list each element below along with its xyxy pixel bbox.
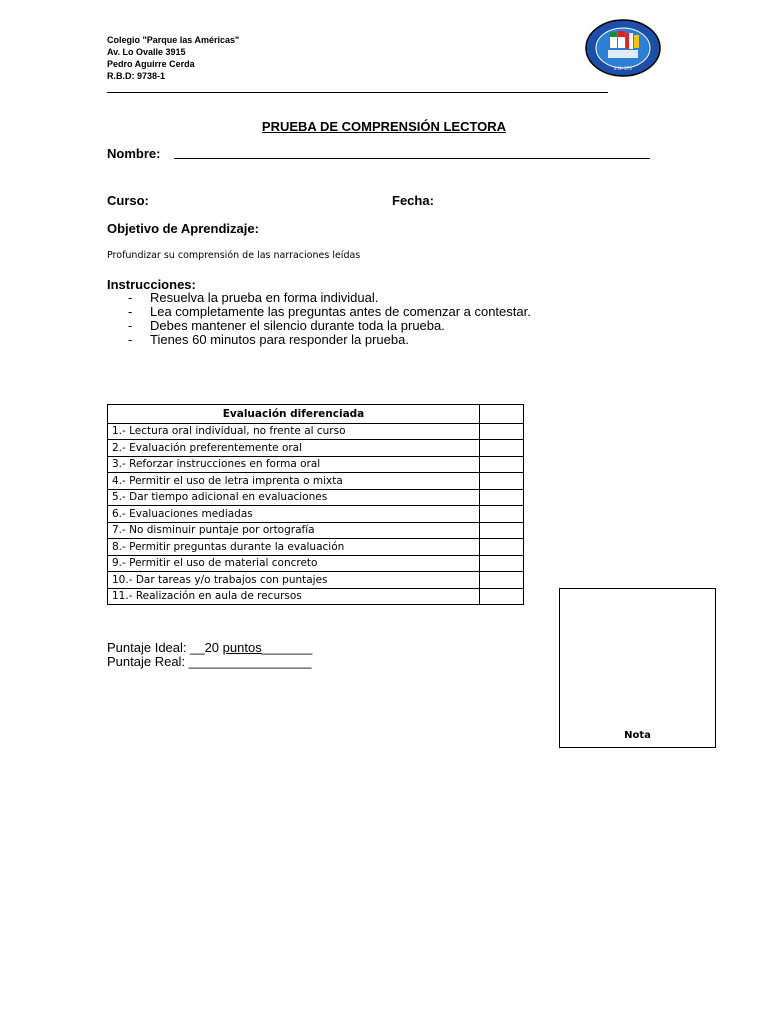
eval-check-cell[interactable] xyxy=(480,588,524,605)
eval-item: 7.- No disminuir puntaje por ortografía xyxy=(108,522,480,539)
list-dash: - xyxy=(128,290,133,305)
logo-bottom-text: E Nº 573 xyxy=(614,66,632,71)
school-name: Colegio "Parque las Américas" xyxy=(107,35,240,45)
table-row xyxy=(108,440,524,457)
table-row xyxy=(108,473,524,490)
puntaje-ideal-label: Puntaje Ideal: __20 xyxy=(107,640,223,655)
list-dash: - xyxy=(128,332,133,347)
fecha-label: Fecha: xyxy=(392,193,434,208)
objetivo-text: Profundizar su comprensión de las narraciones leídas xyxy=(107,250,361,261)
puntaje-ideal-tail: _______ xyxy=(261,640,313,655)
table-header-row xyxy=(108,405,524,424)
eval-item: 4.- Permitir el uso de letra imprenta o mixta xyxy=(108,473,480,490)
eval-item: 5.- Dar tiempo adicional en evaluaciones xyxy=(108,489,480,506)
table-row xyxy=(108,506,524,523)
table-row xyxy=(108,456,524,473)
evaluacion-diferenciada-table xyxy=(107,404,524,605)
instruccion-text: Debes mantener el silencio durante toda la prueba. xyxy=(150,318,445,333)
curso-label: Curso: xyxy=(107,193,149,208)
school-header xyxy=(107,34,239,82)
eval-check-cell[interactable] xyxy=(480,572,524,589)
table-row xyxy=(108,423,524,440)
eval-item: 1.- Lectura oral individual, no frente al curso xyxy=(108,423,480,440)
eval-check-cell[interactable] xyxy=(480,489,524,506)
instruccion-item xyxy=(128,319,531,333)
eval-check-cell[interactable] xyxy=(480,555,524,572)
nombre-label: Nombre: xyxy=(107,146,161,161)
nombre-field-line[interactable] xyxy=(174,158,650,159)
eval-item: 10.- Dar tareas y/o trabajos con puntajes xyxy=(108,572,480,589)
instruccion-item xyxy=(128,291,531,305)
table-row xyxy=(108,522,524,539)
puntaje-section xyxy=(107,641,312,669)
eval-check-cell[interactable] xyxy=(480,456,524,473)
puntaje-ideal xyxy=(107,641,312,655)
table-row xyxy=(108,572,524,589)
eval-check-cell[interactable] xyxy=(480,423,524,440)
eval-check-cell[interactable] xyxy=(480,473,524,490)
puntaje-ideal-value: puntos xyxy=(222,640,262,655)
eval-check-cell[interactable] xyxy=(480,506,524,523)
table-row xyxy=(108,489,524,506)
school-address: Av. Lo Ovalle 3915 xyxy=(107,47,186,57)
instruccion-text: Tienes 60 minutos para responder la prueba. xyxy=(150,332,409,347)
school-logo xyxy=(583,18,663,78)
eval-check-cell[interactable] xyxy=(480,539,524,556)
table-header-check-cell xyxy=(480,405,524,424)
instruccion-item xyxy=(128,333,531,347)
instrucciones-label: Instrucciones: xyxy=(107,277,196,292)
nota-label: Nota xyxy=(624,730,651,741)
instrucciones-list xyxy=(128,291,531,347)
eval-item: 3.- Reforzar instrucciones en forma oral xyxy=(108,456,480,473)
eval-item: 9.- Permitir el uso de material concreto xyxy=(108,555,480,572)
header-divider xyxy=(107,92,608,93)
document-title: PRUEBA DE COMPRENSIÓN LECTORA xyxy=(261,119,507,134)
list-dash: - xyxy=(128,304,133,319)
eval-item: 8.- Permitir preguntas durante la evaluación xyxy=(108,539,480,556)
table-row xyxy=(108,539,524,556)
instruccion-text: Lea completamente las preguntas antes de comenzar a contestar. xyxy=(150,304,531,319)
table-header-cell: Evaluación diferenciada xyxy=(108,405,480,424)
nota-box[interactable] xyxy=(559,588,716,748)
eval-check-cell[interactable] xyxy=(480,440,524,457)
table-row xyxy=(108,588,524,605)
instruccion-item xyxy=(128,305,531,319)
school-rbd: R.B.D: 9738-1 xyxy=(107,71,166,81)
list-dash: - xyxy=(128,318,133,333)
school-commune: Pedro Aguirre Cerda xyxy=(107,59,195,69)
eval-check-cell[interactable] xyxy=(480,522,524,539)
eval-item: 6.- Evaluaciones mediadas xyxy=(108,506,480,523)
instruccion-text: Resuelva la prueba en forma individual. xyxy=(150,290,379,305)
table-row xyxy=(108,555,524,572)
eval-item: 2.- Evaluación preferentemente oral xyxy=(108,440,480,457)
puntaje-real[interactable]: Puntaje Real: _________________ xyxy=(107,654,312,669)
objetivo-label: Objetivo de Aprendizaje: xyxy=(107,221,259,236)
eval-item: 11.- Realización en aula de recursos xyxy=(108,588,480,605)
